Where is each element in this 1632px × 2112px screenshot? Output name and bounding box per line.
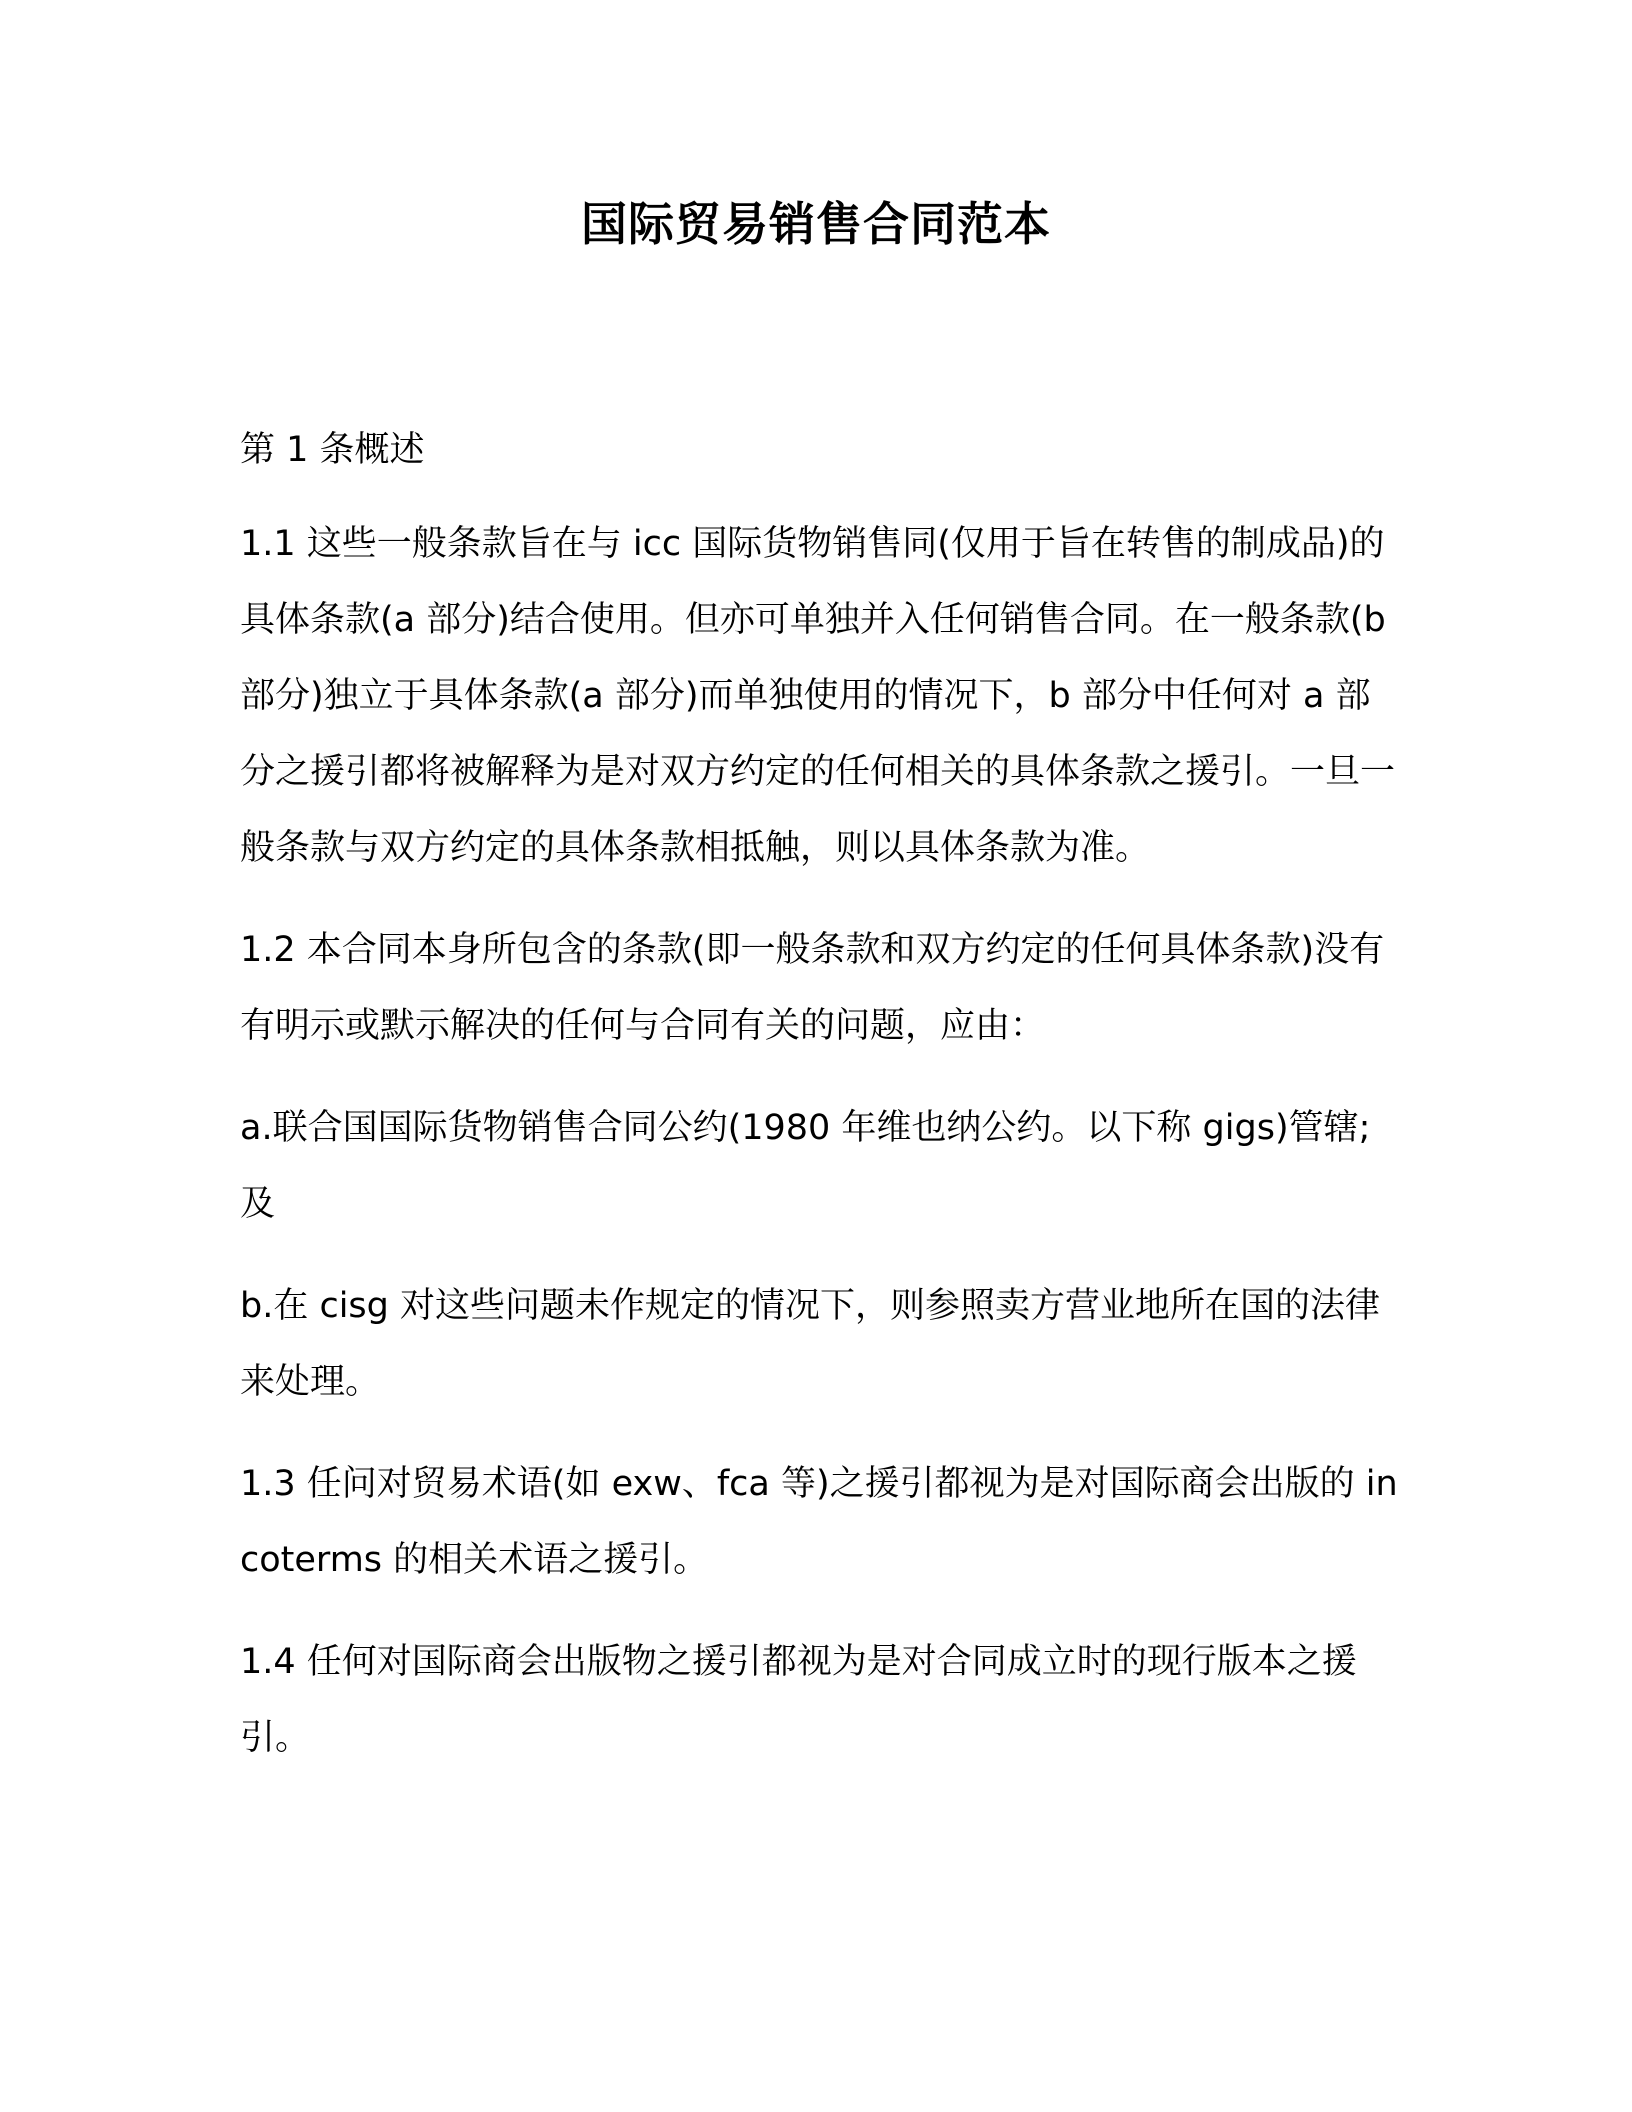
clause-1-3: 1.3 任问对贸易术语(如 exw、fca 等)之援引都视为是对国际商会出版的 incoterms 的相关术语之援引。 (240, 1464, 1398, 1580)
document-body (240, 412, 1400, 1802)
document-title: 国际贸易销售合同范本 (581, 197, 1051, 251)
clause-1-2-a: a.联合国国际货物销售合同公约(1980 年维也纳公约。以下称 gigs)管辖;及 (240, 1108, 1371, 1224)
section-heading: 第 1 条概述 (240, 430, 425, 470)
clause-1-2: 1.2 本合同本身所包含的条款(即一般条款和双方约定的任何具体条款)没有有明示或默示解决的任何与合同有关的问题，应由： (240, 930, 1385, 1046)
clause-1-2-b: b.在 cisg 对这些问题未作规定的情况下，则参照卖方营业地所在国的法律来处理。 (240, 1286, 1381, 1402)
clause-1-4: 1.4 任何对国际商会出版物之援引都视为是对合同成立时的现行版本之援引。 (240, 1642, 1357, 1758)
clause-1-1: 1.1 这些一般条款旨在与 icc 国际货物销售同(仅用于旨在转售的制成品)的具体条款(a 部分)结合使用。但亦可单独并入任何销售合同。在一般条款(b 部分)独立于具体条款(a 部分)而单独使用的情况下，b 部分中任何对 a 部分之援引都将被解释为是对双方约定的任何相关的具体条款之援引。一旦一般条款与双方约定的具体条款相抵触，则以具体条款为准。 (240, 524, 1396, 868)
